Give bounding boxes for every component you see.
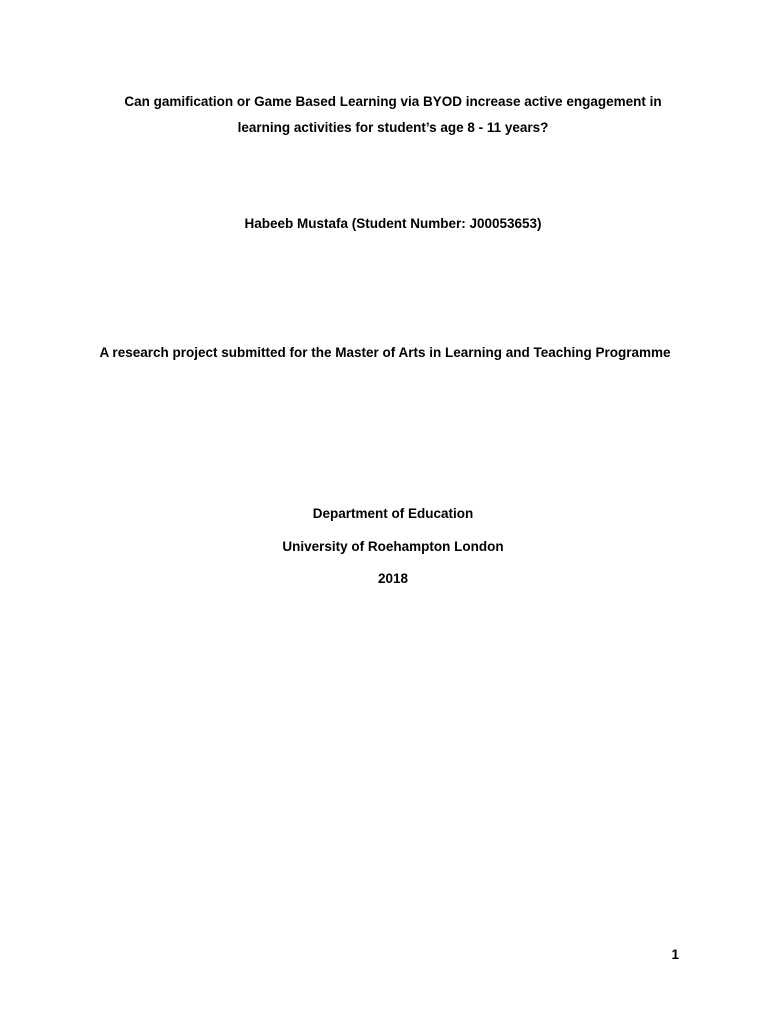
- title-line-1: Can gamification or Game Based Learning via BYOD increase active engagement in: [124, 94, 662, 109]
- department-name: Department of Education: [312, 506, 474, 521]
- author-line: Habeeb Mustafa (Student Number: J00053653): [244, 216, 542, 231]
- submission-year: 2018: [377, 571, 409, 586]
- page-number: 1: [671, 947, 679, 962]
- university-name: University of Roehampton London: [282, 539, 504, 554]
- submission-statement: A research project submitted for the Master of Arts in Learning and Teaching Programme: [99, 345, 671, 360]
- title-line-2: learning activities for student’s age 8 - 11 years?: [237, 120, 549, 135]
